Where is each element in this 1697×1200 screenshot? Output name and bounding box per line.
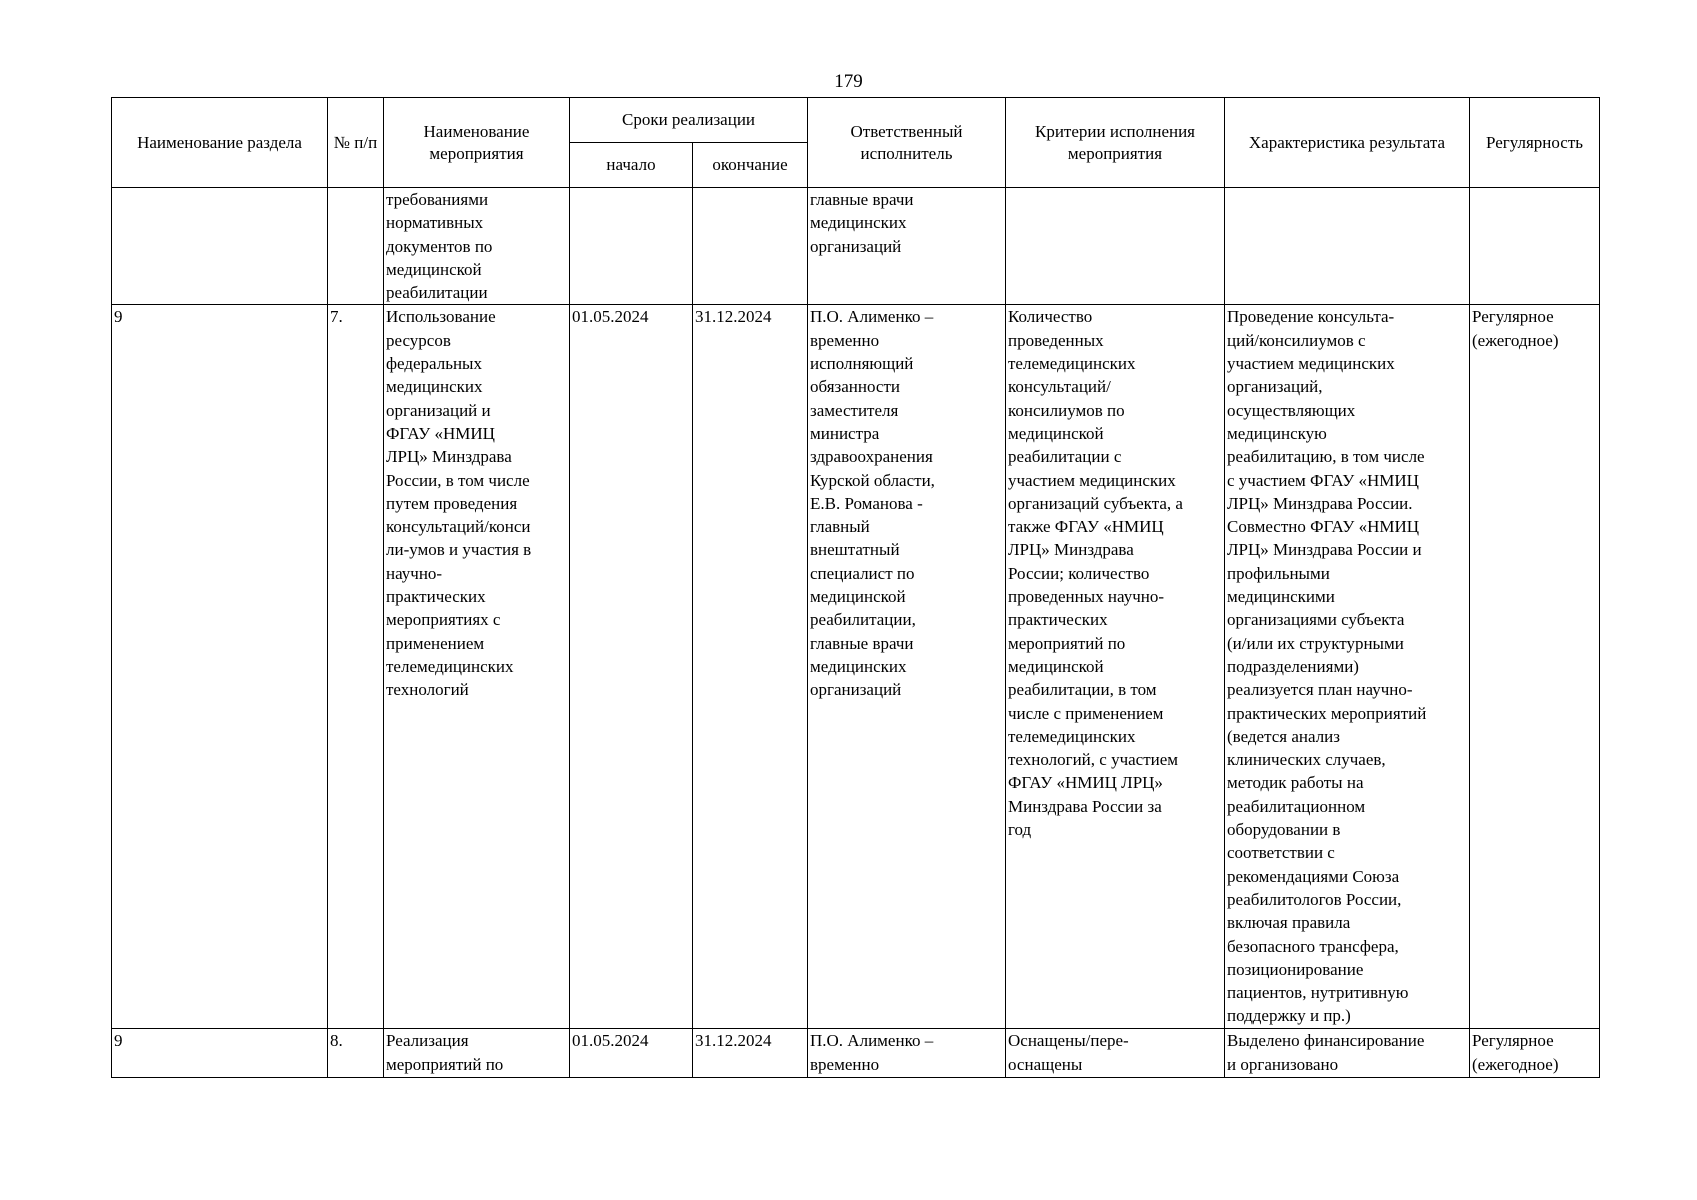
cell-start [570,188,693,305]
cell-regularity [1470,188,1600,305]
header-regularity: Регулярность [1470,98,1600,188]
header-start: начало [570,143,693,188]
header-result: Характеристика результата [1225,98,1470,188]
header-deadlines: Сроки реализации [570,98,808,143]
header-end: окончание [693,143,808,188]
cell-result: Проведение консульта- ций/консилиумов с участием медицинских организаций, осуществляющих медицинскую реабилитацию, в том числе с участием ФГАУ «НМИЦ ЛРЦ» Минздрава России. Совместно ФГАУ «НМИЦ ЛРЦ» Минздрава России и профильными медицинскими организациями субъекта (и/или их структурными подразделениями) реализуется план научно- практических мероприятий (ведется анализ клинических случаев, методик работы на реабилитационном оборудовании в соответствии с рекомендациями Союза реабилитологов России, включая правила безопасного трансфера, позиционирование пациентов, нутритивную поддержку и пр.) [1225,305,1470,1029]
table-row [112,305,1600,1029]
cell-section: 9 [112,305,328,1029]
cell-responsible: главные врачи медицинских организаций [808,188,1006,305]
page-number: 179 [834,71,863,92]
cell-regularity: Регулярное (ежегодное) [1470,1029,1600,1078]
cell-end: 31.12.2024 [693,1029,808,1078]
cell-start: 01.05.2024 [570,305,693,1029]
cell-result [1225,188,1470,305]
cell-number [328,188,384,305]
cell-end [693,188,808,305]
table-row [112,188,1600,305]
table-header [112,98,1600,188]
cell-end: 31.12.2024 [693,305,808,1029]
cell-start: 01.05.2024 [570,1029,693,1078]
cell-criteria: Оснащены/пере- оснащены [1006,1029,1225,1078]
header-event-name: Наименование мероприятия [384,98,570,188]
cell-section [112,188,328,305]
cell-criteria: Количество проведенных телемедицинских консультаций/ консилиумов по медицинской реабилитации с участием медицинских организаций субъекта, а также ФГАУ «НМИЦ ЛРЦ» Минздрава России; количество проведенных научно- практических мероприятий по медицинской реабилитации, в том числе с применением телемедицинских технологий, с участием ФГАУ «НМИЦ ЛРЦ» Минздрава России за год [1006,305,1225,1029]
table-row [112,1029,1600,1078]
header-section: Наименование раздела [112,98,328,188]
cell-responsible: П.О. Алименко – временно [808,1029,1006,1078]
cell-result: Выделено финансирование и организовано [1225,1029,1470,1078]
cell-responsible: П.О. Алименко – временно исполняющий обязанности заместителя министра здравоохранения Курской области, Е.В. Романова - главный внештатный специалист по медицинской реабилитации, главные врачи медицинских организаций [808,305,1006,1029]
cell-event-name: Использование ресурсов федеральных медицинских организаций и ФГАУ «НМИЦ ЛРЦ» Минздрава России, в том числе путем проведения консультаций/конси ли-умов и участия в научно- практических мероприятиях с применением телемедицинских технологий [384,305,570,1029]
cell-number: 7. [328,305,384,1029]
cell-event-name: требованиями нормативных документов по медицинской реабилитации [384,188,570,305]
cell-event-name: Реализация мероприятий по [384,1029,570,1078]
activity-plan-table [111,97,1600,1078]
header-number: № п/п [328,98,384,188]
cell-regularity: Регулярное (ежегодное) [1470,305,1600,1029]
cell-number: 8. [328,1029,384,1078]
cell-section: 9 [112,1029,328,1078]
cell-criteria [1006,188,1225,305]
header-responsible: Ответственный исполнитель [808,98,1006,188]
header-criteria: Критерии исполнения мероприятия [1006,98,1225,188]
